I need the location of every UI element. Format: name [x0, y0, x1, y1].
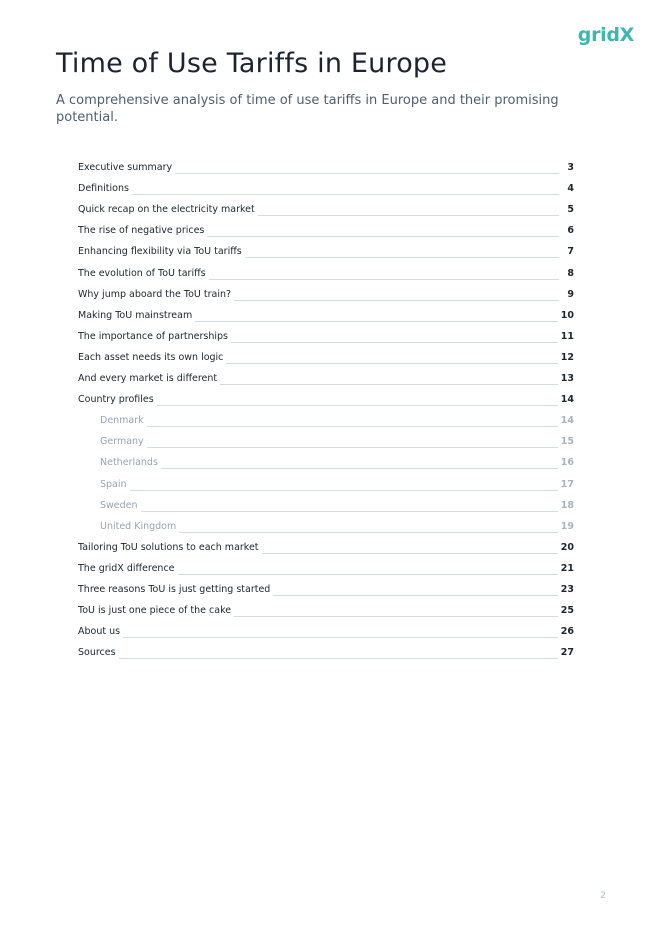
- toc-leader-line: [245, 257, 559, 258]
- toc-leader-line: [178, 574, 558, 575]
- toc-entry[interactable]: [78, 240, 574, 261]
- toc-entry-label: The evolution of ToU tariffs: [78, 267, 206, 279]
- toc-leader-line: [175, 173, 559, 174]
- toc-leader-line: [226, 363, 557, 364]
- toc-entry-label: Country profiles: [78, 394, 154, 406]
- toc-entry-label: Netherlands: [100, 457, 158, 469]
- toc-entry[interactable]: [78, 325, 574, 346]
- toc-leader-line: [161, 468, 558, 469]
- toc-entry-page-number: 23: [560, 583, 574, 595]
- toc-entry-label: ToU is just one piece of the cake: [78, 605, 232, 617]
- toc-leader-line: [179, 532, 558, 533]
- toc-leader-line: [209, 279, 559, 280]
- toc-entry-page-number: 4: [567, 183, 574, 195]
- document-title: Time of Use Tariffs in Europe: [56, 48, 448, 79]
- toc-entry-page-number: 17: [560, 478, 574, 490]
- toc-entry-label: Sweden: [100, 499, 138, 511]
- toc-entry-label: The rise of negative prices: [78, 225, 205, 237]
- toc-entry-label: Executive summary: [78, 162, 173, 174]
- toc-entry-page-number: 14: [560, 394, 574, 406]
- toc-entry-page-number: 10: [560, 309, 574, 321]
- toc-leader-line: [231, 342, 558, 343]
- toc-entry[interactable]: [78, 367, 574, 388]
- toc-entry-page-number: 9: [567, 288, 574, 300]
- toc-entry[interactable]: [78, 304, 574, 325]
- toc-entry[interactable]: [78, 536, 574, 557]
- toc-leader-line: [262, 553, 558, 554]
- toc-leader-line: [234, 300, 559, 301]
- toc-entry-label: The importance of partnerships: [78, 330, 229, 342]
- toc-entry-page-number: 12: [560, 351, 574, 363]
- toc-entry-page-number: 18: [560, 499, 574, 511]
- toc-entry-page-number: 6: [567, 225, 574, 237]
- toc-entry-page-number: 11: [560, 330, 574, 342]
- toc-subentry[interactable]: [78, 430, 574, 451]
- toc-leader-line: [132, 194, 559, 195]
- toc-entry[interactable]: [78, 177, 574, 198]
- toc-entry[interactable]: [78, 198, 574, 219]
- toc-entry[interactable]: [78, 388, 574, 409]
- toc-entry[interactable]: [78, 557, 574, 578]
- toc-entry-label: Making ToU mainstream: [78, 309, 193, 321]
- toc-entry-page-number: 13: [560, 373, 574, 385]
- toc-entry-label: Three reasons ToU is just getting started: [78, 583, 271, 595]
- toc-entry-page-number: 7: [567, 246, 574, 258]
- toc-entry-page-number: 21: [560, 562, 574, 574]
- toc-entry-page-number: 26: [560, 626, 574, 638]
- toc-entry-page-number: 27: [560, 647, 574, 659]
- toc-leader-line: [234, 616, 558, 617]
- toc-entry-page-number: 5: [567, 204, 574, 216]
- toc-leader-line: [207, 236, 559, 237]
- toc-entry-label: Denmark: [100, 415, 144, 427]
- toc-entry-label: Why jump aboard the ToU train?: [78, 288, 232, 300]
- toc-subentry[interactable]: [78, 409, 574, 430]
- document-subtitle: A comprehensive analysis of time of use tariffs in Europe and their promising potential.: [56, 93, 559, 125]
- toc-entry-label: Spain: [100, 478, 127, 490]
- page-number: 2: [600, 891, 606, 901]
- gridx-logo: gridX: [577, 24, 634, 46]
- toc-leader-line: [273, 595, 557, 596]
- toc-entry-label: Each asset needs its own logic: [78, 351, 224, 363]
- toc-leader-line: [130, 490, 558, 491]
- toc-subentry[interactable]: [78, 494, 574, 515]
- toc-entry-label: And every market is different: [78, 373, 218, 385]
- toc-entry-label: Definitions: [78, 183, 129, 195]
- toc-leader-line: [147, 447, 558, 448]
- toc-entry[interactable]: [78, 156, 574, 177]
- toc-entry-page-number: 8: [567, 267, 574, 279]
- toc-entry-page-number: 3: [567, 162, 574, 174]
- toc-entry[interactable]: [78, 219, 574, 240]
- toc-entry-label: Tailoring ToU solutions to each market: [78, 541, 259, 553]
- toc-entry-page-number: 16: [560, 457, 574, 469]
- toc-entry[interactable]: [78, 346, 574, 367]
- toc-entry-page-number: 19: [560, 520, 574, 532]
- toc-leader-line: [123, 637, 558, 638]
- toc-leader-line: [141, 511, 558, 512]
- toc-entry-page-number: 14: [560, 415, 574, 427]
- toc-entry[interactable]: [78, 261, 574, 282]
- toc-entry[interactable]: [78, 283, 574, 304]
- toc-leader-line: [258, 215, 559, 216]
- toc-entry-label: Germany: [100, 436, 144, 448]
- toc-subentry[interactable]: [78, 472, 574, 493]
- toc-entry-label: Enhancing flexibility via ToU tariffs: [78, 246, 242, 258]
- toc-entry-label: United Kingdom: [100, 520, 177, 532]
- toc-entry-label: About us: [78, 626, 121, 638]
- toc-entry-page-number: 20: [560, 541, 574, 553]
- toc-leader-line: [157, 405, 558, 406]
- toc-entry-page-number: 15: [560, 436, 574, 448]
- toc-entry[interactable]: [78, 599, 574, 620]
- table-of-contents: [78, 156, 574, 662]
- toc-subentry[interactable]: [78, 451, 574, 472]
- toc-entry-label: The gridX difference: [78, 562, 175, 574]
- toc-entry[interactable]: [78, 578, 574, 599]
- toc-leader-line: [195, 321, 558, 322]
- toc-entry-page-number: 25: [560, 605, 574, 617]
- toc-leader-line: [119, 658, 558, 659]
- toc-subentry[interactable]: [78, 515, 574, 536]
- toc-entry-label: Quick recap on the electricity market: [78, 204, 255, 216]
- toc-entry[interactable]: [78, 641, 574, 662]
- toc-entry[interactable]: [78, 620, 574, 641]
- toc-leader-line: [147, 426, 558, 427]
- toc-leader-line: [220, 384, 558, 385]
- toc-entry-label: Sources: [78, 647, 116, 659]
